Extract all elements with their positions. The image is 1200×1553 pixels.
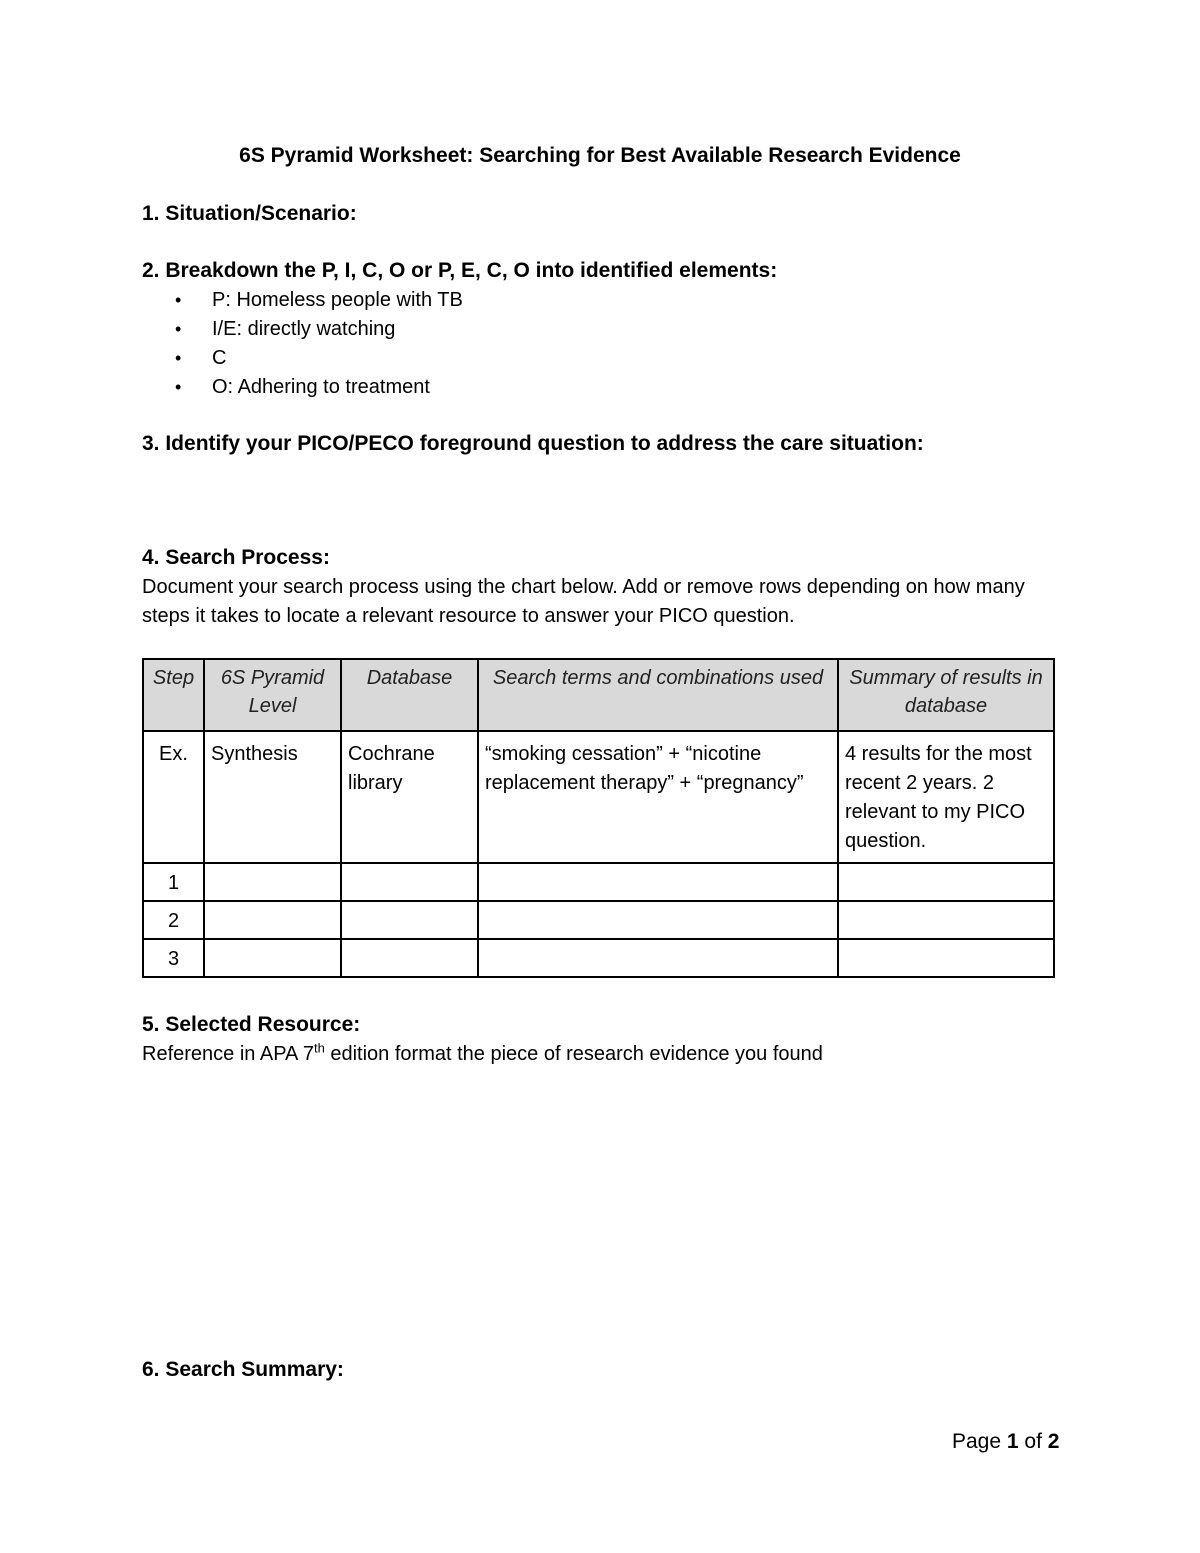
bullet-icon: • — [175, 348, 182, 368]
row-step: 3 — [143, 939, 204, 977]
row-step: 2 — [143, 901, 204, 939]
row-database-cell[interactable] — [341, 901, 478, 939]
example-level: Synthesis — [204, 731, 341, 863]
table-row — [143, 901, 1054, 939]
list-item: • I/E: directly watching — [142, 315, 463, 344]
pico-elements-list — [142, 286, 463, 402]
section-3-heading: 3. Identify your PICO/PECO foreground question to address the care situation: — [142, 432, 924, 455]
superscript-th: th — [313, 1040, 325, 1056]
row-database-cell[interactable] — [341, 863, 478, 901]
example-summary: 4 results for the most recent 2 years. 2 relevant to my PICO question. — [838, 731, 1054, 863]
row-level-cell[interactable] — [204, 939, 341, 977]
row-database-cell[interactable] — [341, 939, 478, 977]
header-pyramid-level: 6S Pyramid Level — [204, 659, 341, 731]
section-5-instruction: Reference in APA 7th edition format the piece of research evidence you found — [142, 1040, 823, 1065]
header-search-terms: Search terms and combinations used — [478, 659, 838, 731]
row-terms-cell[interactable] — [478, 939, 838, 977]
row-level-cell[interactable] — [204, 863, 341, 901]
table-header-row — [143, 659, 1054, 731]
row-terms-cell[interactable] — [478, 863, 838, 901]
section-6-heading: 6. Search Summary: — [142, 1358, 344, 1381]
row-summary-cell[interactable] — [838, 863, 1054, 901]
header-database: Database — [341, 659, 478, 731]
bullet-icon: • — [175, 290, 182, 310]
header-summary: Summary of results in database — [838, 659, 1054, 731]
section-5-heading: 5. Selected Resource: — [142, 1013, 361, 1036]
example-terms: “smoking cessation” + “nicotine replacement therapy” + “pregnancy” — [478, 731, 838, 863]
header-step: Step — [143, 659, 204, 731]
row-step: 1 — [143, 863, 204, 901]
row-summary-cell[interactable] — [838, 939, 1054, 977]
table-row — [143, 863, 1054, 901]
list-item: • P: Homeless people with TB — [142, 286, 463, 315]
list-item: • C — [142, 344, 463, 373]
page-number: Page 1 of 2 — [952, 1430, 1060, 1453]
list-item: • O: Adhering to treatment — [142, 373, 463, 402]
table-row-example — [143, 731, 1054, 863]
example-step: Ex. — [143, 731, 204, 863]
section-1-heading: 1. Situation/Scenario: — [142, 202, 357, 225]
row-terms-cell[interactable] — [478, 901, 838, 939]
document-title: 6S Pyramid Worksheet: Searching for Best Available Research Evidence — [239, 144, 961, 167]
row-level-cell[interactable] — [204, 901, 341, 939]
section-4-heading: 4. Search Process: — [142, 546, 330, 569]
section-4-description: Document your search process using the chart below. Add or remove rows depending on how many steps it takes to locate a relevant resource to answer your PICO question. — [142, 576, 1025, 627]
example-database: Cochrane library — [341, 731, 478, 863]
bullet-icon: • — [175, 319, 182, 339]
bullet-icon: • — [175, 377, 182, 397]
search-process-table — [142, 658, 1055, 978]
section-2-heading: 2. Breakdown the P, I, C, O or P, E, C, O into identified elements: — [142, 259, 778, 282]
row-summary-cell[interactable] — [838, 901, 1054, 939]
table-row — [143, 939, 1054, 977]
